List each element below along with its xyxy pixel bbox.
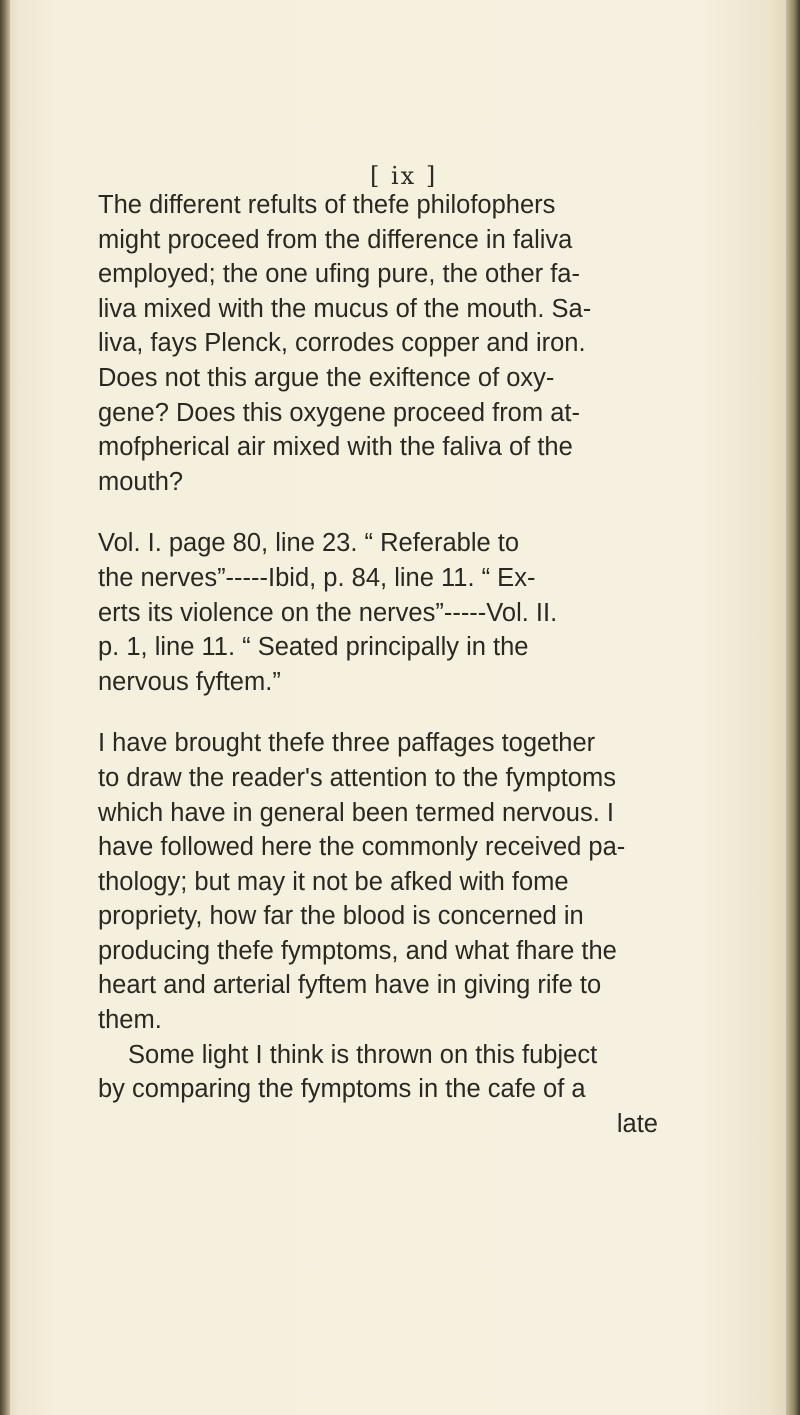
text-line: nervous fyftem.”: [98, 667, 281, 696]
text-line: Vol. I. page 80, line 23. “ Referable to: [98, 529, 520, 558]
text-line: I have brought thefe three paffages together: [98, 729, 596, 758]
text-line: liva mixed with the mucus of the mouth. Sa-: [98, 294, 592, 323]
text-line: to draw the reader's attention to the fymptoms: [98, 763, 616, 792]
text-line: them.: [98, 1006, 162, 1035]
page-number-header: [ ix ]: [370, 162, 438, 190]
text-line: by comparing the fymptoms in the cafe of a: [98, 1075, 586, 1104]
text-line: The different refults of thefe philofophers: [98, 191, 556, 219]
text-line: liva, fays Plenck, corrodes copper and iron.: [98, 329, 586, 358]
text-line: p. 1, line 11. “ Seated principally in the: [98, 633, 529, 662]
page-body-text: [98, 188, 658, 1141]
text-line: the nerves”-----Ibid, p. 84, line 11. “ Ex-: [98, 563, 536, 592]
catchword: late: [616, 1109, 658, 1138]
text-line: Some light I think is thrown on this fubject: [128, 1040, 598, 1069]
text-line: have followed here the commonly received pa-: [98, 833, 626, 862]
text-line: employed; the one ufing pure, the other fa-: [98, 260, 580, 289]
text-line: mofpherical air mixed with the faliva of the: [98, 433, 573, 462]
text-line: heart and arterial fyftem have in giving rife to: [98, 971, 602, 1000]
page-right-edge: [786, 0, 800, 1415]
text-line: producing thefe fymptoms, and what fhare the: [98, 936, 617, 965]
text-line: mouth?: [98, 467, 184, 496]
text-line: erts its violence on the nerves”-----Vol. II.: [98, 598, 558, 627]
text-line: thology; but may it not be afked with fome: [98, 867, 569, 896]
text-line: Does not this argue the exiftence of oxy-: [98, 363, 555, 392]
text-line: might proceed from the difference in faliva: [98, 225, 573, 254]
page-binding-edge: [0, 0, 10, 1415]
text-line: gene? Does this oxygene proceed from at-: [98, 398, 580, 427]
text-line: which have in general been termed nervous. I: [98, 798, 614, 827]
text-line: propriety, how far the blood is concerned in: [98, 902, 584, 931]
